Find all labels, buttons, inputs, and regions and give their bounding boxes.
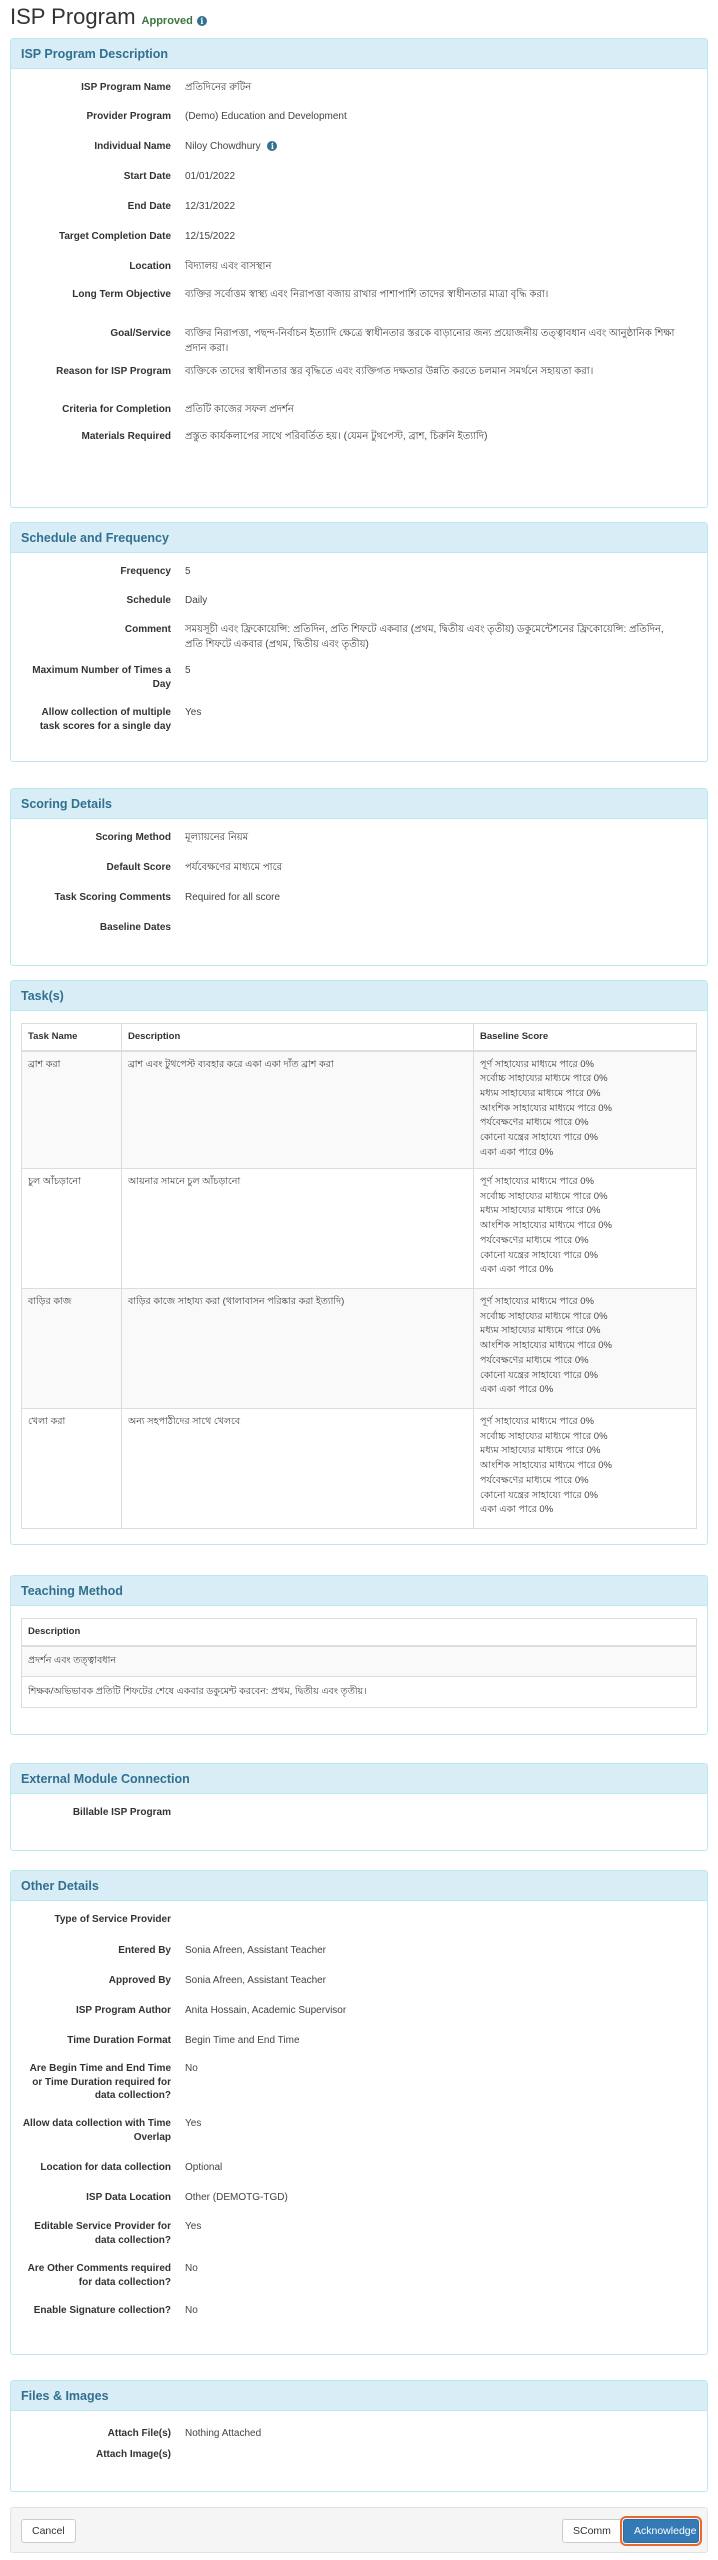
panel-heading: External Module Connection (11, 1764, 707, 1794)
detail-row (21, 2161, 697, 2191)
detail-row (21, 2117, 697, 2161)
task-baseline: পূর্ণ সাহায্যের মাধ্যমে পারে 0% সর্বোচ্চ সাহায্যের মাধ্যমে পারে 0% মধ্যম সাহায্যের মাধ্যমে পারে 0% আংশিক সাহায্যের মাধ্যমে পারে 0% পর্যবেক্ষণের মাধ্যমে পারে 0% কোনো যন্ত্রের সাহায্যে পারে 0% একা একা পারে 0% (474, 1169, 697, 1289)
field-label: Attach Image(s) (95, 2449, 171, 2460)
field-value: ব্যক্তির নিরাপত্তা, পছন্দ-নির্বাচন ইত্যাদি ক্ষেত্রে স্বাধীনতার স্তরকে বাড়ানোর জন্য প্রয়োজনীয় তত্ত্বাবধান এবং আনুষ্ঠানিক শিক্ষা প্রদান করা। (185, 328, 675, 354)
tasks-table (21, 1023, 697, 1529)
field-value: Sonia Afreen, Assistant Teacher (185, 1945, 327, 1956)
field-label: Provider Program (86, 111, 171, 122)
detail-row (21, 921, 697, 951)
detail-row (21, 2220, 697, 2262)
detail-row (21, 365, 697, 403)
field-value: Daily (185, 595, 208, 606)
panel-heading: ISP Program Description (11, 39, 707, 69)
page-title: ISP Program (10, 4, 136, 29)
detail-row (21, 2034, 697, 2062)
field-label: Individual Name (94, 141, 171, 152)
field-label: End Date (127, 201, 171, 212)
field-value: 5 (185, 665, 191, 676)
field-value: No (185, 2305, 198, 2316)
detail-row (21, 623, 697, 664)
field-value: পর্যবেক্ষণের মাধ্যমে পারে (185, 862, 283, 873)
detail-row (21, 2427, 697, 2448)
field-label: Start Date (123, 171, 171, 182)
scoring-panel (10, 788, 708, 966)
table-row (22, 1409, 697, 1529)
field-value (185, 1806, 697, 1836)
field-value: সময়সূচী এবং ফ্রিকোয়েন্সি: প্রতিদিন, প্রতি শিফটে একবার (প্রথম, দ্বিতীয় এবং তৃতীয়) ডকুমেন্টেশনের ফ্রিকোয়েন্সি: প্রতিদিন, প্রতি শিফটে একবার (প্রথম, দ্বিতীয় এবং তৃতীয়) (185, 624, 664, 650)
field-value: ব্যক্তিকে তাদের স্বাধীনতার স্তর বৃদ্ধিতে এবং ব্যক্তিগত দক্ষতার উন্নতি করতে চলমান সমর্থনে সহায়তা করা। (185, 366, 594, 377)
detail-row (21, 1974, 697, 2004)
field-value: Yes (185, 2118, 202, 2129)
detail-row (21, 2304, 697, 2334)
field-value (185, 921, 697, 951)
panel-heading: Other Details (11, 1871, 707, 1901)
info-icon[interactable]: i (197, 16, 207, 26)
task-description: অন্য সহপাঠীদের সাথে খেলবে (122, 1409, 474, 1529)
detail-row (21, 2262, 697, 2304)
task-description: আয়নার সামনে চুল আঁচড়ানো (122, 1169, 474, 1289)
detail-row (21, 1806, 697, 1836)
field-value: (Demo) Education and Development (185, 111, 347, 122)
detail-row (21, 140, 697, 170)
column-header: Description (122, 1024, 474, 1051)
table-row (22, 1051, 697, 1169)
field-label: Comment (124, 624, 171, 635)
field-label: Location (129, 261, 171, 272)
field-value: Nothing Attached (185, 2428, 262, 2439)
detail-row (21, 861, 697, 891)
detail-row (21, 230, 697, 260)
field-value: Yes (185, 2221, 202, 2232)
detail-row (21, 2191, 697, 2220)
teaching-description: শিক্ষক/অভিভাবক প্রতিটি শিফটের শেষে একবার ডকুমেন্ট করবেন: প্রথম, দ্বিতীয় এবং তৃতীয়। (22, 1677, 697, 1708)
task-description: বাড়ির কাজে সাহায্য করা (থালাবাসন পরিষ্কার করা ইত্যাদি) (122, 1289, 474, 1409)
field-value: Other (DEMOTG-TGD) (185, 2192, 288, 2203)
action-bar (10, 2507, 708, 2553)
table-row (22, 1169, 697, 1289)
detail-row (21, 1944, 697, 1974)
field-label: Baseline Dates (99, 922, 171, 933)
detail-row (21, 170, 697, 200)
external-module-panel (10, 1763, 708, 1851)
status-badge: Approved (141, 15, 193, 27)
panel-heading: Task(s) (11, 981, 707, 1011)
field-label: Enable Signature collection? (33, 2305, 171, 2316)
field-value: প্রতিদিনের রুটিন (185, 82, 252, 93)
task-name: বাড়ির কাজ (22, 1289, 122, 1409)
field-label: Scoring Method (95, 832, 171, 843)
field-value: Begin Time and End Time (185, 2035, 300, 2046)
field-value: ব্যক্তির সর্বোত্তম স্বাস্থ্য এবং নিরাপত্তা বজায় রাখার পাশাপাশি তাদের স্বাধীনতার মাত্রা বৃদ্ধি করা। (185, 289, 549, 300)
detail-row (21, 706, 697, 746)
field-label: Approved By (108, 1975, 171, 1986)
field-label: Criteria for Completion (62, 404, 171, 415)
individual-name-link[interactable]: Niloy Chowdhury (185, 141, 261, 152)
detail-row (21, 2004, 697, 2034)
table-row (22, 1289, 697, 1409)
table-header-row (22, 1024, 697, 1051)
field-value: মূল্যায়নের নিয়ম (185, 832, 249, 843)
detail-row (21, 2448, 697, 2469)
field-label: Frequency (120, 566, 171, 577)
field-label: Billable ISP Program (72, 1807, 171, 1818)
field-value: Optional (185, 2162, 223, 2173)
field-label: Materials Required (81, 431, 171, 442)
field-value (185, 1913, 697, 1944)
task-baseline: পূর্ণ সাহায্যের মাধ্যমে পারে 0% সর্বোচ্চ সাহায্যের মাধ্যমে পারে 0% মধ্যম সাহায্যের মাধ্যমে পারে 0% আংশিক সাহায্যের মাধ্যমে পারে 0% পর্যবেক্ষণের মাধ্যমে পারে 0% কোনো যন্ত্রের সাহায্যে পারে 0% একা একা পারে 0% (474, 1289, 697, 1409)
detail-row (21, 1913, 697, 1944)
detail-row (21, 288, 697, 327)
field-label: ISP Data Location (86, 2192, 171, 2203)
field-label: ISP Program Author (75, 2005, 171, 2016)
column-header: Description (22, 1619, 697, 1646)
files-panel (10, 2380, 708, 2492)
detail-row (21, 430, 697, 466)
panel-heading: Schedule and Frequency (11, 523, 707, 553)
field-label: Entered By (118, 1945, 171, 1956)
detail-row (21, 260, 697, 288)
field-label: ISP Program Name (81, 82, 171, 93)
panel-heading: Scoring Details (11, 789, 707, 819)
field-label: Location for data collection (40, 2162, 171, 2173)
task-baseline: পূর্ণ সাহায্যের মাধ্যমে পারে 0% সর্বোচ্চ সাহায্যের মাধ্যমে পারে 0% মধ্যম সাহায্যের মাধ্যমে পারে 0% আংশিক সাহায্যের মাধ্যমে পারে 0% পর্যবেক্ষণের মাধ্যমে পারে 0% কোনো যন্ত্রের সাহায্যে পারে 0% একা একা পারে 0% (474, 1051, 697, 1169)
schedule-panel (10, 522, 708, 762)
panel-heading: Files & Images (11, 2381, 707, 2411)
field-value: Sonia Afreen, Assistant Teacher (185, 1975, 327, 1986)
detail-row (21, 81, 697, 110)
info-icon[interactable]: i (267, 141, 277, 151)
field-value: 12/31/2022 (185, 201, 236, 212)
detail-row (21, 2062, 697, 2117)
field-value: Anita Hossain, Academic Supervisor (185, 2005, 347, 2016)
field-value: 01/01/2022 (185, 171, 236, 182)
scomm-button[interactable]: SComm (562, 2519, 622, 2543)
column-header: Baseline Score (474, 1024, 697, 1051)
detail-row (21, 664, 697, 706)
other-details-panel (10, 1870, 708, 2355)
field-value (185, 140, 697, 170)
detail-row (21, 594, 697, 623)
task-name: ব্রাশ করা (22, 1051, 122, 1169)
task-baseline: পূর্ণ সাহায্যের মাধ্যমে পারে 0% সর্বোচ্চ সাহায্যের মাধ্যমে পারে 0% মধ্যম সাহায্যের মাধ্যমে পারে 0% আংশিক সাহায্যের মাধ্যমে পারে 0% পর্যবেক্ষণের মাধ্যমে পারে 0% কোনো যন্ত্রের সাহায্যে পারে 0% একা একা পারে 0% (474, 1409, 697, 1529)
field-label: Time Duration Format (67, 2035, 171, 2046)
field-label: Attach File(s) (107, 2428, 171, 2439)
field-value (185, 2448, 697, 2469)
field-label: Target Completion Date (58, 231, 171, 242)
field-value: No (185, 2263, 198, 2274)
field-label: Long Term Objective (72, 289, 171, 300)
detail-row (21, 831, 697, 861)
field-label: Allow collection of multiple task scores for a single day (39, 707, 171, 732)
field-value: 12/15/2022 (185, 231, 236, 242)
field-label: Allow data collection with Time Overlap (22, 2118, 171, 2143)
teaching-description: প্রদর্শন এবং তত্ত্বাবধান (22, 1646, 697, 1677)
description-panel (10, 38, 708, 508)
table-row (22, 1677, 697, 1708)
field-value: প্রস্তুত কার্যকলাপের সাথে পরিবর্তিত হয়। (যেমন টুথপেস্ট, ব্রাশ, চিরুনি ইত্যাদি) (185, 431, 488, 442)
field-value: No (185, 2063, 198, 2074)
field-label: Type of Service Provider (54, 1914, 171, 1925)
field-label: Default Score (106, 862, 171, 873)
panel-heading: Teaching Method (11, 1576, 707, 1606)
field-label: Reason for ISP Program (56, 366, 171, 377)
detail-row (21, 200, 697, 230)
field-value: প্রতিটি কাজের সফল প্রদর্শন (185, 404, 294, 415)
task-name: চুল আঁচড়ানো (22, 1169, 122, 1289)
table-header-row (22, 1619, 697, 1646)
task-name: খেলা করা (22, 1409, 122, 1529)
detail-row (21, 403, 697, 430)
teaching-panel (10, 1575, 708, 1735)
column-header: Task Name (22, 1024, 122, 1051)
page-header (10, 0, 708, 38)
detail-row (21, 110, 697, 140)
detail-row (21, 891, 697, 921)
detail-row (21, 327, 697, 365)
acknowledge-button[interactable]: Acknowledge (623, 2519, 699, 2543)
teaching-table (21, 1618, 697, 1708)
field-label: Editable Service Provider for data collection? (34, 2221, 171, 2246)
field-value: Yes (185, 707, 202, 718)
detail-row (21, 565, 697, 594)
field-label: Are Begin Time and End Time or Time Duration required for data collection? (29, 2063, 171, 2101)
table-row (22, 1646, 697, 1677)
field-label: Schedule (126, 595, 171, 606)
cancel-button[interactable]: Cancel (21, 2519, 76, 2543)
field-label: Are Other Comments required for data collection? (27, 2263, 171, 2288)
field-value: Required for all score (185, 892, 281, 903)
task-description: ব্রাশ এবং টুথপেস্ট ব্যবহার করে একা একা দাঁত ব্রাশ করা (122, 1051, 474, 1169)
tasks-panel (10, 980, 708, 1545)
field-label: Maximum Number of Times a Day (32, 665, 171, 690)
field-value: বিদ্যালয় এবং বাসস্থান (185, 261, 272, 272)
field-label: Task Scoring Comments (54, 892, 171, 903)
field-value: 5 (185, 566, 191, 577)
field-label: Goal/Service (110, 328, 171, 339)
